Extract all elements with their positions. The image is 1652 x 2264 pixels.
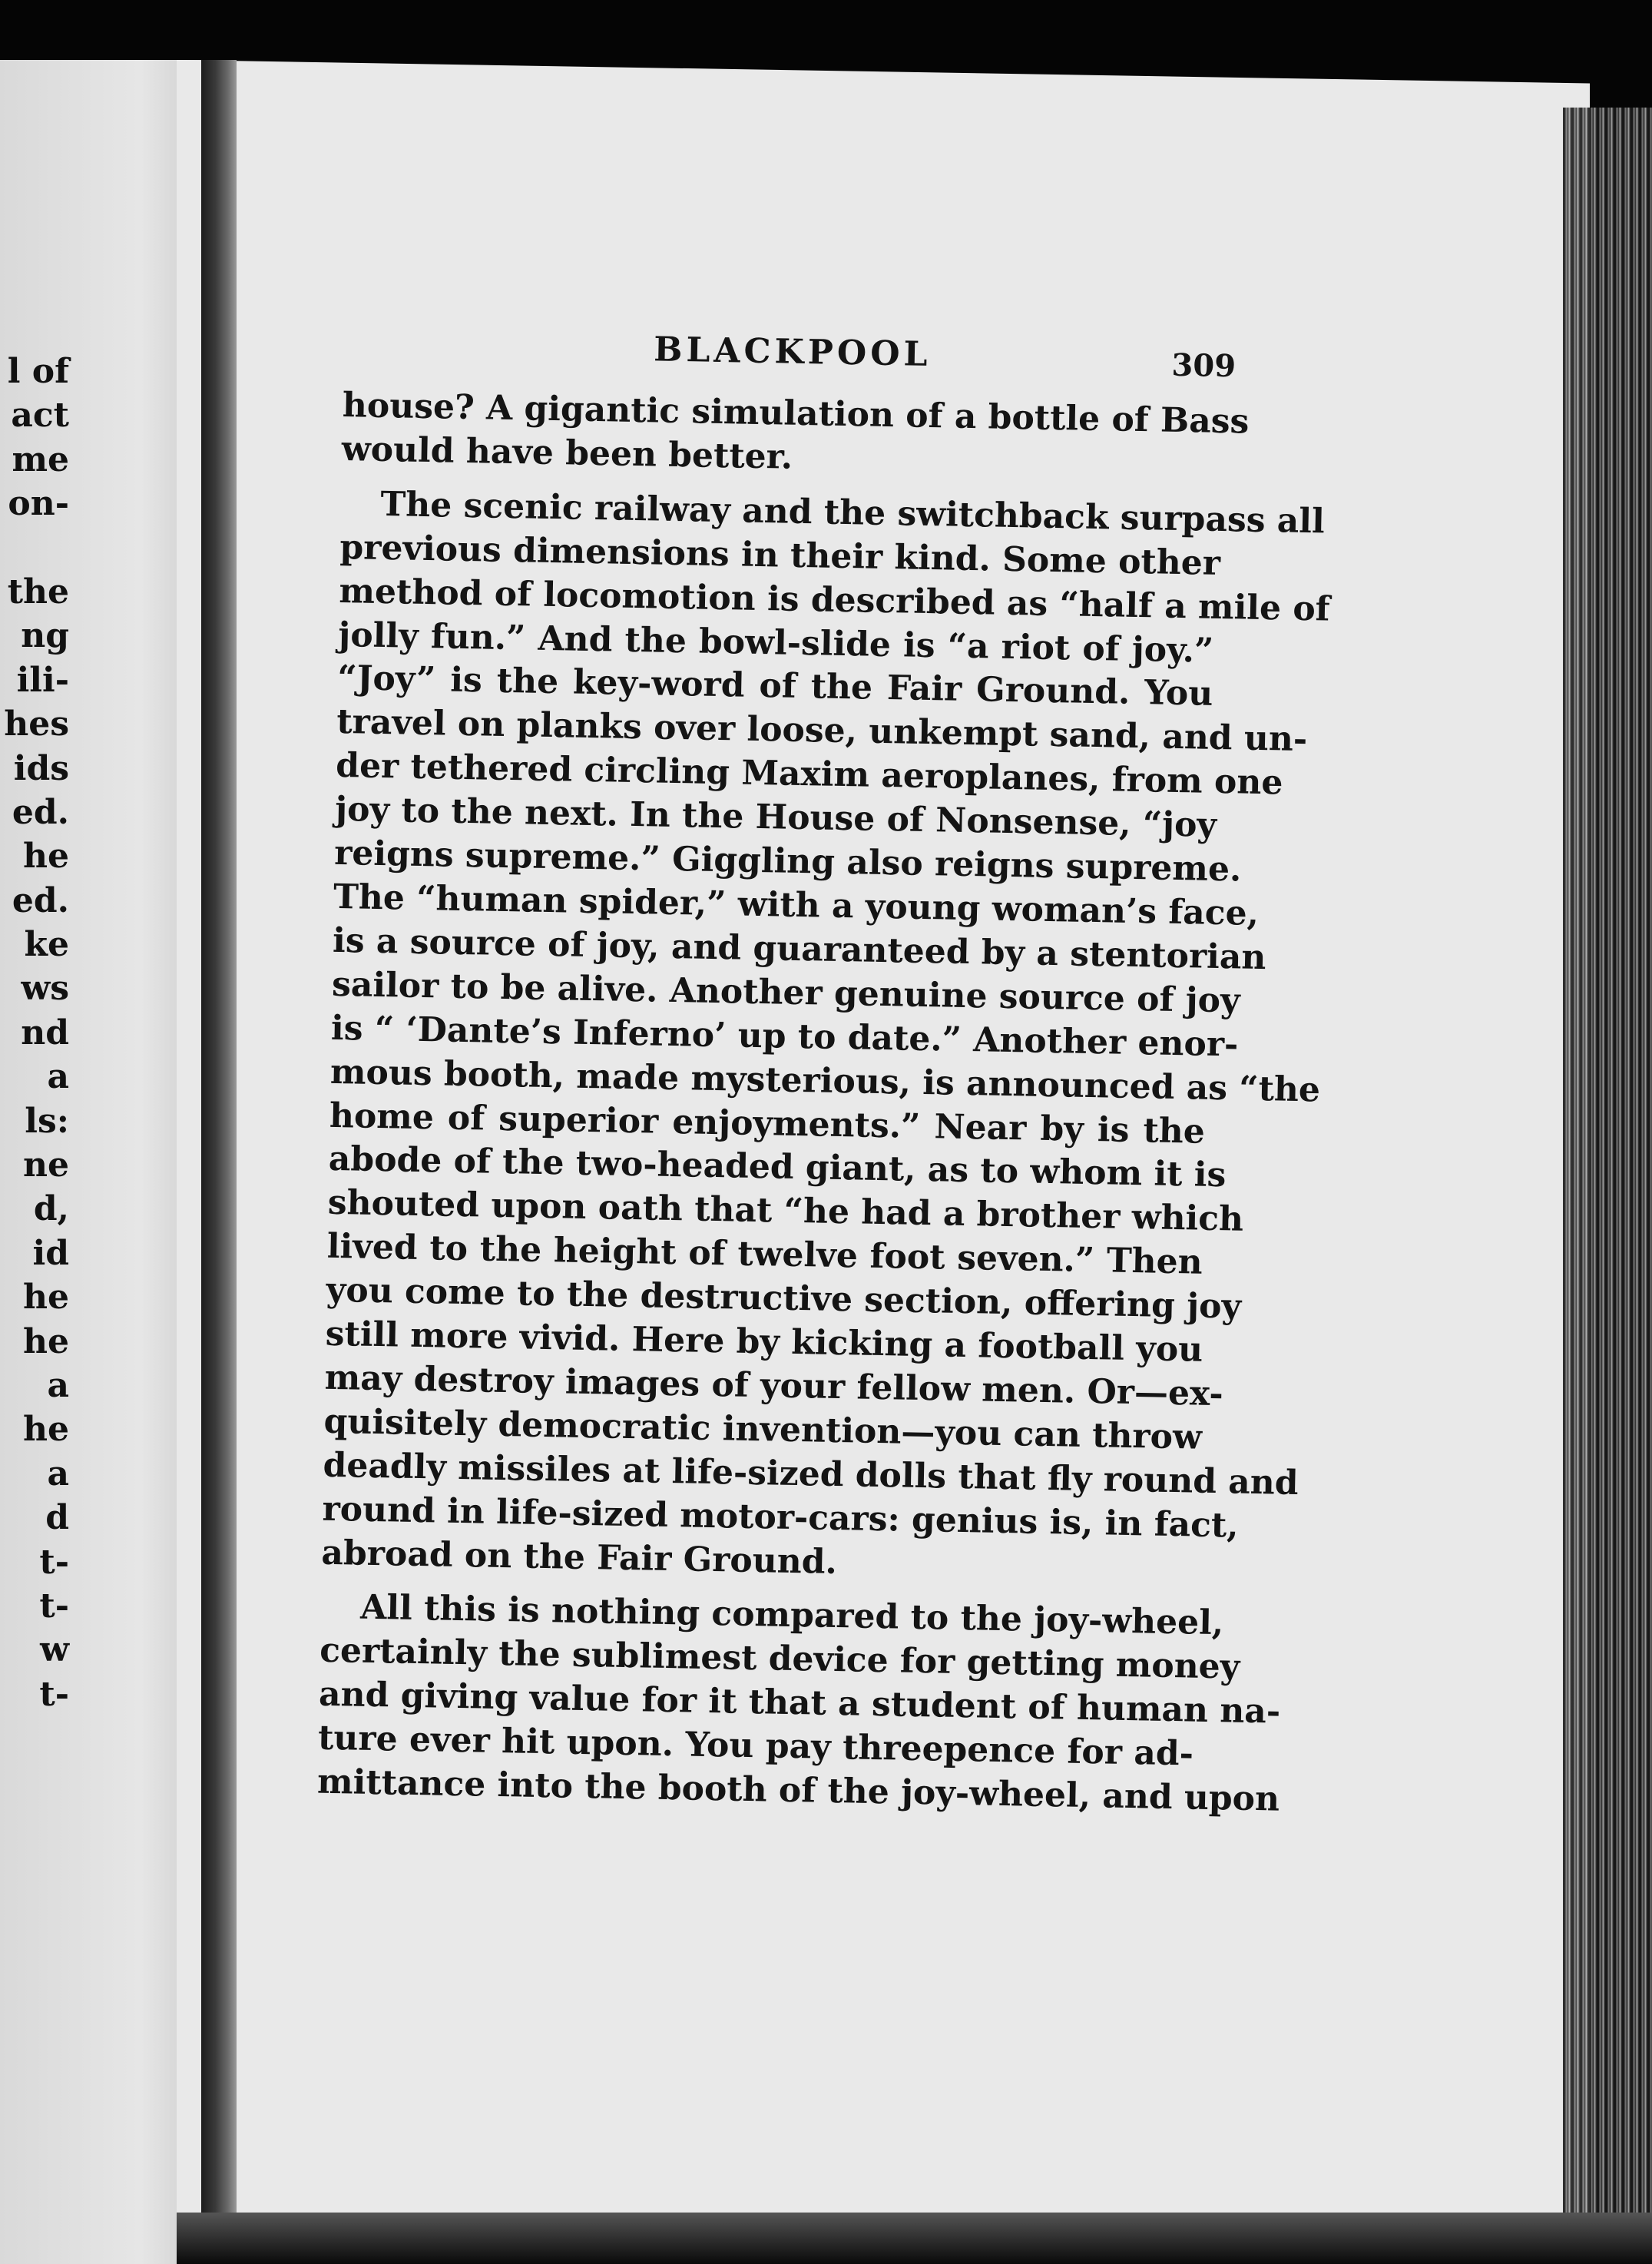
previous-page-fragment: ke: [24, 925, 69, 965]
previous-page-fragment: ne: [23, 1145, 69, 1185]
text-line: home of superior enjoyments.” Near by is the: [329, 1096, 1206, 1152]
text-line: house? A gigantic simulation of a bottle of Bass: [342, 385, 1250, 442]
previous-page-fragment: hes: [4, 704, 69, 744]
previous-page-fragment: ed.: [12, 792, 69, 832]
text-line: mittance into the booth of the joy-wheel, and upon: [316, 1762, 1280, 1819]
text-line: certainly the sublimest device for getting money: [319, 1631, 1240, 1688]
text-line: ture ever hit upon. You pay threepence for ad-: [317, 1718, 1194, 1774]
text-line: is “ ‘Dante’s Inferno’ up to date.” Another enor-: [330, 1008, 1239, 1065]
previous-page-fragment: on-: [8, 484, 69, 524]
paragraph: [341, 384, 1250, 488]
previous-page-fragment: [0, 526, 69, 570]
text-line: quisitely democratic invention—you can throw: [323, 1401, 1203, 1457]
text-line: The “human spider,” with a young woman’s face,: [333, 877, 1260, 933]
text-line: joy to the next. In the House of Nonsense, “joy: [334, 790, 1217, 846]
previous-page-fragment: he: [23, 1321, 69, 1361]
previous-page-fragment: he: [23, 1278, 69, 1318]
text-line: mous booth, made mysterious, is announced as “the: [329, 1052, 1321, 1110]
previous-page-fragment: ed.: [12, 880, 69, 920]
previous-page-fragment: l of: [7, 352, 69, 391]
text-line: lived to the height of twelve foot seven.” Then: [326, 1227, 1203, 1282]
body-text: [316, 384, 1331, 1821]
text-line: “Joy” is the key-word of the Fair Ground. You: [336, 658, 1213, 714]
paragraph: [316, 1586, 1281, 1820]
text-line: The scenic railway and the switchback surpass all: [380, 484, 1326, 542]
text-line: deadly missiles at life-sized dolls that fly round and: [323, 1445, 1299, 1503]
text-line: abode of the two-headed giant, as to whom it is: [328, 1139, 1227, 1195]
previous-page-fragment: act: [11, 396, 69, 436]
text-line: All this is nothing compared to the joy-wheel,: [359, 1588, 1224, 1643]
text-line: abroad on the Fair Ground.: [321, 1533, 838, 1582]
previous-page-fragment: a: [47, 1365, 69, 1405]
page-text-block: [316, 318, 1331, 1821]
bottom-shadow: [177, 2213, 1652, 2264]
previous-page-fragment: ids: [13, 748, 69, 788]
previous-page-fragment: a: [47, 1454, 69, 1493]
previous-page-fragment: t-: [39, 1542, 69, 1582]
previous-page-fragment: w: [40, 1630, 69, 1670]
previous-page-fragment: d: [45, 1498, 69, 1538]
text-line: you come to the destructive section, offering joy: [326, 1270, 1242, 1327]
book-gutter: [201, 60, 237, 2264]
previous-page-fragment: nd: [21, 1013, 69, 1052]
previous-page-fragment: ls:: [25, 1101, 69, 1141]
previous-page-fragment: t-: [39, 1586, 69, 1626]
previous-page-fragment: ili-: [16, 660, 69, 700]
text-line: method of locomotion is described as “half a mile of: [339, 571, 1331, 629]
previous-page-fragment: me: [12, 439, 69, 479]
previous-page-text-fragments: [0, 350, 69, 1716]
text-line: der tethered circling Maxim aeroplanes, from one: [335, 746, 1283, 803]
text-line: previous dimensions in their kind. Some other: [339, 527, 1221, 583]
text-line: and giving value for it that a student of human na-: [318, 1674, 1281, 1732]
text-line: round in life-sized motor-cars: genius is, in fact,: [322, 1489, 1240, 1546]
text-line: travel on planks over loose, unkempt sand, and un-: [336, 702, 1308, 760]
text-line: may destroy images of your fellow men. Or—ex-: [324, 1357, 1224, 1414]
running-title: BLACKPOOL: [653, 330, 932, 375]
previous-page-fragment: he: [23, 1410, 69, 1450]
previous-page-fragment: a: [47, 1057, 69, 1097]
previous-page-fragment: t-: [39, 1674, 69, 1714]
text-line: is a source of joy, and guaranteed by a stentorian: [332, 920, 1266, 978]
previous-page-fragment: id: [32, 1233, 69, 1273]
page-number: 309: [1171, 346, 1237, 385]
paragraph: [321, 482, 1331, 1591]
previous-page-fragment: the: [7, 572, 69, 612]
previous-page-fragment: d,: [33, 1189, 69, 1229]
text-line: would have been better.: [341, 429, 793, 477]
text-line: shouted upon oath that “he had a brother which: [327, 1183, 1244, 1239]
text-line: still more vivid. Here by kicking a football you: [325, 1314, 1203, 1370]
previous-page-fragment: he: [23, 837, 69, 877]
text-line: reigns supreme.” Giggling also reigns supreme.: [333, 833, 1242, 890]
previous-page-fragment: ng: [21, 616, 69, 656]
text-line: sailor to be alive. Another genuine source of joy: [331, 964, 1241, 1021]
previous-page-fragment: ws: [21, 969, 69, 1009]
page-edges: [1563, 108, 1652, 2243]
text-line: jolly fun.” And the bowl-slide is “a riot of joy.”: [337, 615, 1214, 671]
